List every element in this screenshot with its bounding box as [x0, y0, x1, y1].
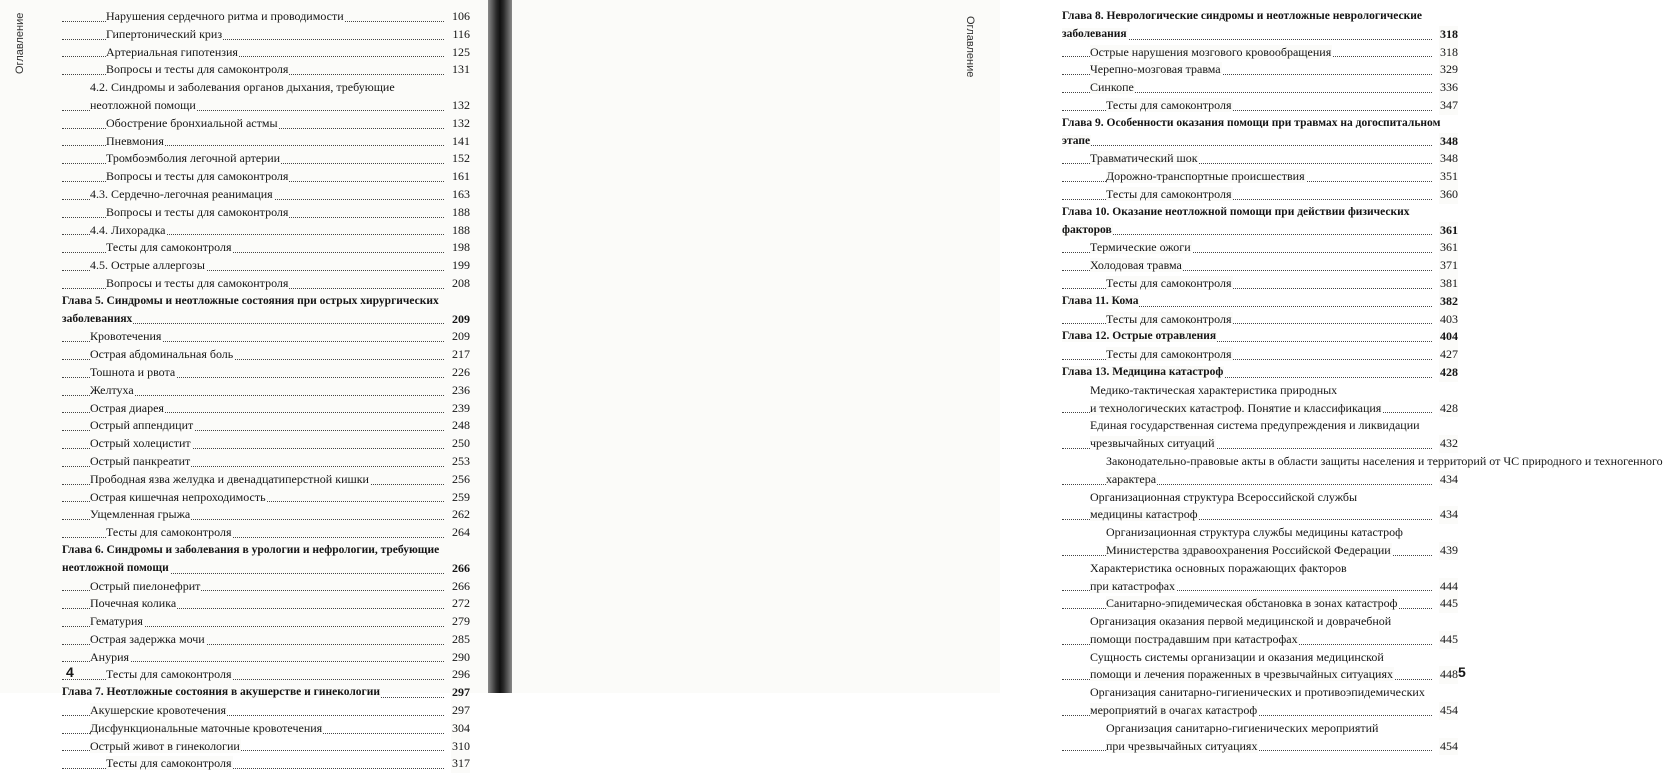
- toc-entry-title: Вопросы и тесты для самоконтроля: [106, 204, 289, 219]
- toc-page-number: 266: [451, 560, 470, 578]
- toc-subsection: [1062, 720, 1458, 756]
- toc-entry-title: Вопросы и тесты для самоконтроля: [106, 169, 289, 184]
- toc-entry-title: Глава 11. Кома: [1062, 294, 1139, 307]
- toc-chapter: [1062, 364, 1458, 382]
- toc-entry-title-continued: заболеваниях: [62, 312, 133, 325]
- toc-entry-title: Кровотечения: [90, 329, 162, 344]
- toc-page-number: 141: [451, 133, 470, 151]
- toc-section: [62, 578, 470, 596]
- toc-entry-title: Тесты для самоконтроля: [1106, 311, 1232, 326]
- toc-section: [62, 613, 470, 631]
- toc-entry-title: Тесты для самоконтроля: [1106, 97, 1232, 112]
- toc-entry-title: Острый панкреатит: [90, 453, 191, 468]
- toc-entry-title-continued: Министерства здравоохранения Российской Федерации: [1106, 542, 1391, 557]
- toc-entry-title: Острая диарея: [90, 400, 164, 415]
- toc-page-number: 454: [1439, 702, 1458, 720]
- toc-section: [1062, 649, 1458, 685]
- toc-page-number: 198: [451, 239, 470, 257]
- toc-entry-title: Анурия: [90, 649, 130, 664]
- toc-page-number: 264: [451, 524, 470, 542]
- toc-section: [62, 382, 470, 400]
- toc-page-number: 250: [451, 435, 470, 453]
- toc-page-number: 285: [451, 631, 470, 649]
- toc-entry-title: Острый пиелонефрит: [90, 578, 201, 593]
- toc-page-number: 262: [451, 506, 470, 524]
- toc-chapter: [62, 293, 470, 329]
- toc-entry-title: Тесты для самоконтроля: [106, 756, 232, 771]
- toc-entry-title: Глава 7. Неотложные состояния в акушерстве и гинекологии: [62, 686, 380, 699]
- toc-entry-title: Острый аппендицит: [90, 418, 194, 433]
- toc-page-number: 297: [451, 684, 470, 702]
- toc-page-number: 188: [451, 204, 470, 222]
- toc-page-number: 116: [451, 26, 470, 44]
- toc-subsection: [1062, 311, 1458, 329]
- toc-subsection: [62, 8, 470, 26]
- toc-section: [1062, 239, 1458, 257]
- toc-page-number: 152: [451, 150, 470, 168]
- toc-page-number: 297: [451, 702, 470, 720]
- toc-page-number: 236: [451, 382, 470, 400]
- toc-section: [62, 417, 470, 435]
- toc-page-number: 239: [451, 400, 470, 418]
- toc-entry-title: Нарушения сердечного ритма и проводимости: [106, 9, 344, 23]
- toc-page-number: 279: [451, 613, 470, 631]
- toc-entry-title: Почечная колика: [90, 596, 177, 611]
- toc-page-number: 371: [1439, 257, 1458, 275]
- toc-entry-title-continued: заболевания: [1062, 27, 1127, 40]
- toc-page-number: 290: [451, 649, 470, 667]
- toc-page-number: 310: [451, 738, 470, 756]
- toc-page-number: 266: [451, 578, 470, 596]
- toc-subsection: [62, 168, 470, 186]
- right-toc: [1062, 8, 1663, 755]
- toc-subsection: [1062, 97, 1458, 115]
- toc-subsection: [1062, 168, 1458, 186]
- toc-entry-title: Тесты для самоконтроля: [1106, 186, 1232, 201]
- toc-page-number: 106: [451, 8, 470, 26]
- toc-entry-title-continued: этапе: [1062, 134, 1091, 147]
- toc-entry-title: Санитарно-эпидемическая обстановка в зонах катастроф: [1106, 596, 1398, 611]
- toc-leader-dots: [1062, 144, 1432, 146]
- toc-page-number: 361: [1439, 239, 1458, 257]
- toc-section: [62, 435, 470, 453]
- toc-page-number: 131: [451, 61, 470, 79]
- toc-page-number: 348: [1439, 133, 1458, 151]
- toc-entry-title-continued: неотложной помощи: [62, 561, 169, 574]
- toc-page-number: 296: [451, 666, 470, 684]
- toc-entry-title: Артериальная гипотензия: [106, 44, 238, 59]
- toc-section: [62, 471, 470, 489]
- toc-entry-title: Законодательно-правовые акты в области защиты населения и территорий от ЧС природного и техногенного: [1106, 453, 1663, 468]
- toc-entry-title-continued: при катастрофах: [1090, 578, 1176, 593]
- toc-section: [62, 738, 470, 756]
- toc-entry-title: Глава 5. Синдромы и неотложные состояния при острых хирургических: [62, 294, 439, 307]
- toc-entry-title-continued: помощи пострадавшим при катастрофах: [1090, 631, 1298, 646]
- toc-chapter: [62, 684, 470, 702]
- toc-subsection: [1062, 595, 1458, 613]
- toc-section: [62, 79, 470, 115]
- toc-entry-title: Глава 6. Синдромы и заболевания в урологии и нефрологии, требующие: [62, 543, 440, 556]
- toc-page-number: 404: [1439, 328, 1458, 346]
- toc-entry-title: Медико-тактическая характеристика природных: [1090, 382, 1338, 397]
- toc-page-number: 427: [1439, 346, 1458, 364]
- toc-chapter: [1062, 293, 1458, 311]
- toc-entry-title: Холодовая травма: [1090, 258, 1182, 273]
- toc-page-number: 434: [1439, 471, 1458, 489]
- toc-page-number: 209: [451, 328, 470, 346]
- toc-entry-title: 4.5. Острые аллергозы: [90, 258, 205, 273]
- toc-page-number: 226: [451, 364, 470, 382]
- toc-entry-title: Острая абдоминальная боль: [90, 347, 234, 362]
- toc-subsection: [62, 44, 470, 62]
- toc-page-number: 259: [451, 489, 470, 507]
- toc-page-number: 209: [451, 311, 470, 329]
- toc-section: [62, 631, 470, 649]
- toc-section: [1062, 684, 1458, 720]
- toc-entry-title-continued: медицины катастроф: [1090, 507, 1198, 522]
- toc-entry-title: Тесты для самоконтроля: [1106, 275, 1232, 290]
- toc-page-number: 304: [451, 720, 470, 738]
- toc-section: [1062, 489, 1458, 525]
- toc-entry-title: Тесты для самоконтроля: [1106, 347, 1232, 362]
- toc-section: [62, 400, 470, 418]
- toc-page-number: 217: [451, 346, 470, 364]
- toc-page-number: 253: [451, 453, 470, 471]
- toc-section: [1062, 61, 1458, 79]
- toc-subsection: [62, 133, 470, 151]
- toc-chapter: [1062, 328, 1458, 346]
- toc-page-number: 336: [1439, 79, 1458, 97]
- toc-entry-title: Характеристика основных поражающих факторов: [1090, 560, 1347, 575]
- toc-section: [62, 453, 470, 471]
- right-page: [512, 0, 1663, 753]
- toc-entry-title: Акушерские кровотечения: [90, 703, 227, 718]
- toc-entry-title: Организационная структура службы медицины катастроф: [1106, 525, 1403, 540]
- toc-entry-title: Острые нарушения мозгового кровообращения: [1090, 44, 1332, 59]
- toc-section: [62, 595, 470, 613]
- toc-entry-title: Тесты для самоконтроля: [106, 667, 232, 682]
- toc-entry-title: Острая кишечная непроходимость: [90, 489, 266, 504]
- toc-page-number: 432: [1439, 435, 1458, 453]
- toc-page-number: 208: [451, 275, 470, 293]
- toc-entry-title: Прободная язва желудка и двенадцатиперстной кишки: [90, 471, 369, 486]
- left-toc: [62, 8, 470, 773]
- toc-entry-title: 4.3. Сердечно-легочная реанимация: [90, 186, 273, 201]
- toc-section: [62, 328, 470, 346]
- toc-leader-dots: [1062, 233, 1432, 235]
- left-side-title: Оглавление: [14, 12, 26, 74]
- toc-page-number: 403: [1439, 311, 1458, 329]
- toc-page-number: 248: [451, 417, 470, 435]
- toc-page-number: 256: [451, 471, 470, 489]
- toc-subsection: [1062, 524, 1458, 560]
- toc-entry-title: Тошнота и рвота: [90, 364, 176, 379]
- toc-entry-title: Глава 10. Оказание неотложной помощи при действии физических: [1062, 205, 1410, 218]
- toc-section: [62, 649, 470, 667]
- toc-page-number: 445: [1439, 631, 1458, 649]
- toc-entry-title: Травматический шок: [1090, 151, 1198, 166]
- toc-entry-title: Вопросы и тесты для самоконтроля: [106, 275, 289, 290]
- toc-subsection: [1062, 275, 1458, 293]
- toc-subsection: [1062, 453, 1663, 489]
- toc-page-number: 347: [1439, 97, 1458, 115]
- toc-subsection: [62, 275, 470, 293]
- toc-entry-title: Термические ожоги: [1090, 240, 1191, 255]
- toc-page-number: 351: [1439, 168, 1458, 186]
- toc-entry-title: Организационная структура Всероссийской службы: [1090, 489, 1358, 504]
- toc-entry-title: Организация санитарно-гигиенических и противоэпидемических: [1090, 685, 1425, 700]
- toc-chapter: [62, 542, 470, 578]
- toc-entry-title: Дисфункциональные маточные кровотечения: [90, 720, 323, 735]
- toc-entry-title: Дорожно-транспортные происшествия: [1106, 169, 1305, 184]
- toc-entry-title: Черепно-мозговая травма: [1090, 62, 1221, 77]
- toc-subsection: [1062, 346, 1458, 364]
- toc-entry-title: 4.4. Лихорадка: [90, 222, 166, 237]
- toc-section: [1062, 417, 1458, 453]
- toc-section: [62, 222, 470, 240]
- toc-section: [1062, 257, 1458, 275]
- toc-section: [62, 346, 470, 364]
- toc-page-number: 439: [1439, 542, 1458, 560]
- toc-page-number: 428: [1439, 364, 1458, 382]
- right-page-number: 5: [1458, 664, 1466, 680]
- toc-subsection: [62, 755, 470, 773]
- toc-entry-title: Тесты для самоконтроля: [106, 525, 232, 540]
- toc-entry-title: Пневмония: [106, 133, 164, 148]
- toc-entry-title: Ущемленная грыжа: [90, 507, 191, 522]
- toc-chapter: [1062, 115, 1458, 151]
- toc-section: [1062, 613, 1458, 649]
- toc-section: [1062, 382, 1458, 418]
- toc-entry-title: Глава 9. Особенности оказания помощи при травмах на догоспитальном: [1062, 116, 1441, 129]
- toc-entry-title: Желтуха: [90, 382, 134, 397]
- toc-entry-title-continued: и технологических катастроф. Понятие и классификация: [1090, 400, 1382, 415]
- toc-entry-title: Острый холецистит: [90, 436, 191, 451]
- book-spine: [488, 0, 512, 693]
- toc-subsection: [62, 115, 470, 133]
- toc-entry-title-continued: при чрезвычайных ситуациях: [1106, 738, 1258, 753]
- toc-page-number: 434: [1439, 506, 1458, 524]
- toc-section: [1062, 560, 1458, 596]
- toc-section: [62, 186, 470, 204]
- toc-page-number: 318: [1439, 26, 1458, 44]
- toc-section: [1062, 150, 1458, 168]
- toc-page-number: 125: [451, 44, 470, 62]
- toc-page-number: 445: [1439, 595, 1458, 613]
- toc-page-number: 132: [451, 115, 470, 133]
- toc-entry-title: Острый живот в гинекологии: [90, 738, 240, 753]
- toc-page-number: 318: [1439, 44, 1458, 62]
- toc-entry-title: Гипертонический криз: [106, 26, 223, 41]
- toc-page-number: 360: [1439, 186, 1458, 204]
- toc-page-number: 329: [1439, 61, 1458, 79]
- toc-section: [62, 702, 470, 720]
- toc-entry-title-continued: помощи и лечения пораженных в чрезвычайных ситуациях: [1090, 667, 1393, 682]
- toc-page-number: 428: [1439, 400, 1458, 418]
- toc-entry-title: Острая задержка мочи: [90, 631, 205, 646]
- toc-page-number: 163: [451, 186, 470, 204]
- toc-entry-title-continued: неотложной помощи: [90, 97, 196, 112]
- toc-entry-title: Синкопе: [1090, 80, 1134, 95]
- toc-subsection: [62, 61, 470, 79]
- left-page: [0, 0, 488, 771]
- toc-entry-title: Вопросы и тесты для самоконтроля: [106, 62, 289, 77]
- toc-section: [62, 720, 470, 738]
- toc-entry-title: Глава 13. Медицина катастроф: [1062, 365, 1224, 378]
- toc-chapter: [1062, 204, 1458, 240]
- toc-entry-title: Сущность системы организации и оказания медицинской: [1090, 649, 1384, 664]
- toc-subsection: [62, 666, 470, 684]
- toc-subsection: [62, 26, 470, 44]
- toc-page-number: 317: [451, 755, 470, 773]
- toc-page-number: 448: [1439, 666, 1458, 684]
- toc-entry-title: Глава 8. Неврологические синдромы и неотложные неврологические: [1062, 10, 1422, 22]
- toc-page-number: 199: [451, 257, 470, 275]
- toc-entry-title: Тесты для самоконтроля: [106, 240, 232, 255]
- toc-page-number: 188: [451, 222, 470, 240]
- toc-section: [62, 257, 470, 275]
- toc-page-number: 454: [1439, 738, 1458, 756]
- toc-page-number: 382: [1439, 293, 1458, 311]
- left-page-number: 4: [66, 664, 74, 680]
- toc-page-number: 272: [451, 595, 470, 613]
- toc-chapter: [1062, 8, 1458, 44]
- toc-entry-title: Организация оказания первой медицинской и доврачебной: [1090, 614, 1392, 629]
- toc-page-number: 361: [1439, 222, 1458, 240]
- toc-section: [1062, 79, 1458, 97]
- toc-entry-title-continued: мероприятий в очагах катастроф: [1090, 703, 1258, 718]
- toc-page-number: 348: [1439, 150, 1458, 168]
- toc-subsection: [62, 204, 470, 222]
- toc-subsection: [62, 524, 470, 542]
- toc-subsection: [62, 150, 470, 168]
- toc-entry-title: Тромбоэмболия легочной артерии: [106, 151, 281, 166]
- toc-page-number: 161: [451, 168, 470, 186]
- toc-entry-title: Единая государственная система предупреждения и ликвидации: [1090, 418, 1420, 433]
- toc-section: [62, 506, 470, 524]
- toc-page-number: 444: [1439, 578, 1458, 596]
- toc-subsection: [1062, 186, 1458, 204]
- toc-section: [62, 364, 470, 382]
- toc-page-number: 132: [451, 97, 470, 115]
- toc-subsection: [62, 239, 470, 257]
- toc-entry-title: 4.2. Синдромы и заболевания органов дыхания, требующие: [90, 80, 395, 95]
- toc-entry-title: Глава 12. Острые отравления: [1062, 330, 1217, 343]
- toc-entry-title-continued: чрезвычайных ситуаций: [1090, 436, 1215, 451]
- toc-entry-title: Обострение бронхиальной астмы: [106, 115, 278, 130]
- toc-entry-title: Организация санитарно-гигиенических мероприятий: [1106, 720, 1379, 735]
- toc-entry-title-continued: характера: [1106, 471, 1157, 486]
- toc-entry-title: Гематурия: [90, 614, 143, 629]
- toc-section: [1062, 44, 1458, 62]
- right-side-title: Оглавление: [964, 16, 976, 78]
- toc-page-number: 381: [1439, 275, 1458, 293]
- toc-entry-title-continued: факторов: [1062, 223, 1112, 236]
- toc-section: [62, 489, 470, 507]
